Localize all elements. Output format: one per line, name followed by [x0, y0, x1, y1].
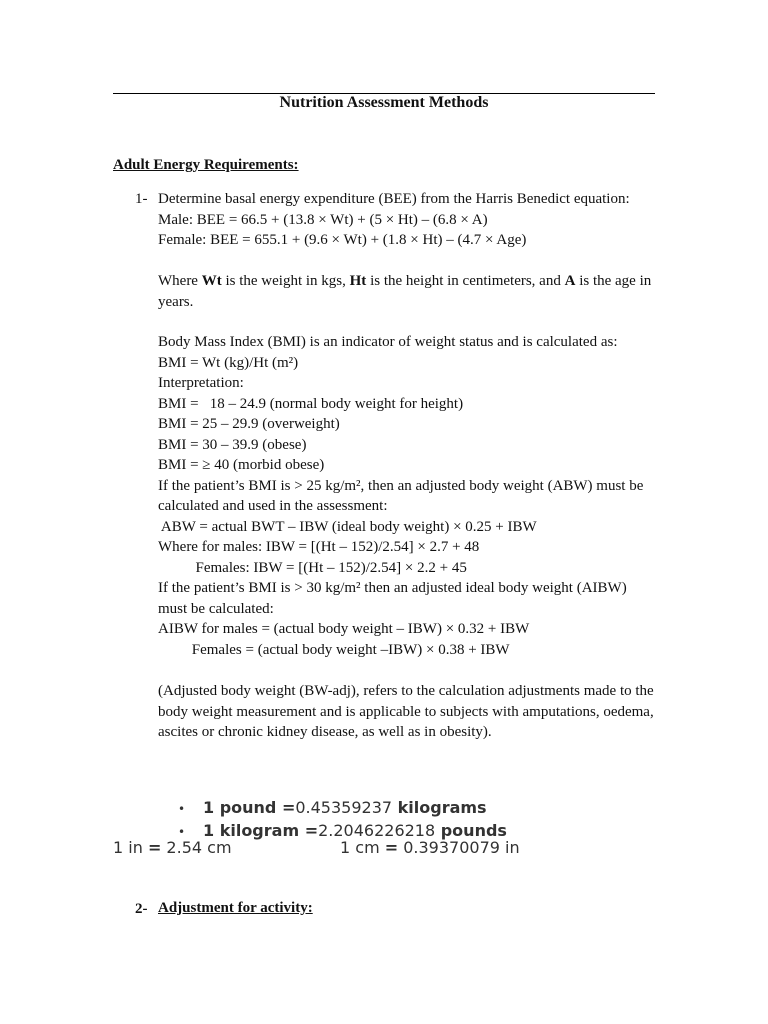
aibw-intro: If the patient’s BMI is > 30 kg/m² then an adjusted ideal body weight (AIBW) must be calculated: — [158, 580, 627, 617]
aibw-male: AIBW for males = (actual body weight – IBW) × 0.32 + IBW — [158, 621, 530, 637]
note-text: (Adjusted body weight (BW-adj), refers to the calculation adjustments made to the body weight measurement and is applicable to subjects with amputations, oedema, ascites or chronic kidney disease, as well as in obesity). — [158, 683, 654, 740]
bmi-range-normal: BMI = 18 – 24.9 (normal body weight for height) — [158, 395, 464, 412]
bee-female: Female: BEE = 655.1 + (9.6 × Wt) + (1.8 × Ht) – (4.7 × Age) — [158, 232, 527, 248]
section-heading-adult-energy: Adult Energy Requirements: — [113, 157, 299, 173]
bee-equations — [158, 189, 658, 251]
cm-conversion: 1 cm = 0.39370079 in — [340, 838, 520, 857]
list-item-pound: • 1 pound =0.45359237 kilograms — [178, 798, 487, 817]
list-item-kilogram: • 1 kilogram =2.2046226218 pounds — [178, 821, 507, 840]
variable-definitions — [158, 271, 658, 312]
page-title: Nutrition Assessment Methods — [279, 94, 489, 111]
section-heading-activity: Adjustment for activity: — [158, 900, 313, 916]
abw-intro: If the patient’s BMI is > 25 kg/m², then an adjusted body weight (ABW) must be calculated and used in the assessment: — [158, 477, 644, 514]
inch-conversion: 1 in = 2.54 cm — [113, 838, 232, 857]
list-number-2: 2- — [135, 901, 148, 917]
abw-formula: ABW = actual BWT – IBW (ideal body weight) × 0.25 + IBW — [158, 518, 537, 535]
list-number-1: 1- — [135, 191, 148, 207]
bmi-range-obese: BMI = 30 – 39.9 (obese) — [158, 436, 307, 453]
bmi-interpretation: Interpretation: — [158, 375, 244, 391]
conversion-bullets — [178, 797, 507, 843]
where-text: Where Wt is the weight in kgs, Ht is the height in centimeters, and A is the age in years. — [158, 273, 652, 310]
bmi-intro: Body Mass Index (BMI) is an indicator of weight status and is calculated as: — [158, 334, 618, 350]
aibw-female: Females = (actual body weight –IBW) × 0.38 + IBW — [158, 641, 510, 658]
bmi-formula: BMI = Wt (kg)/Ht (m²) — [158, 354, 299, 371]
adjusted-weight-note — [158, 681, 658, 743]
bee-male: Male: BEE = 66.5 + (13.8 × Wt) + (5 × Ht) – (6.8 × A) — [158, 211, 488, 228]
ibw-female: Females: IBW = [(Ht – 152)/2.54] × 2.2 + 45 — [158, 559, 467, 576]
ibw-male: Where for males: IBW = [(Ht – 152)/2.54] × 2.7 + 48 — [158, 539, 480, 555]
bmi-range-morbid: BMI = ≥ 40 (morbid obese) — [158, 457, 325, 473]
bmi-section — [158, 332, 658, 660]
bee-intro: Determine basal energy expenditure (BEE) from the Harris Benedict equation: — [158, 191, 630, 207]
bmi-range-overweight: BMI = 25 – 29.9 (overweight) — [158, 416, 340, 432]
